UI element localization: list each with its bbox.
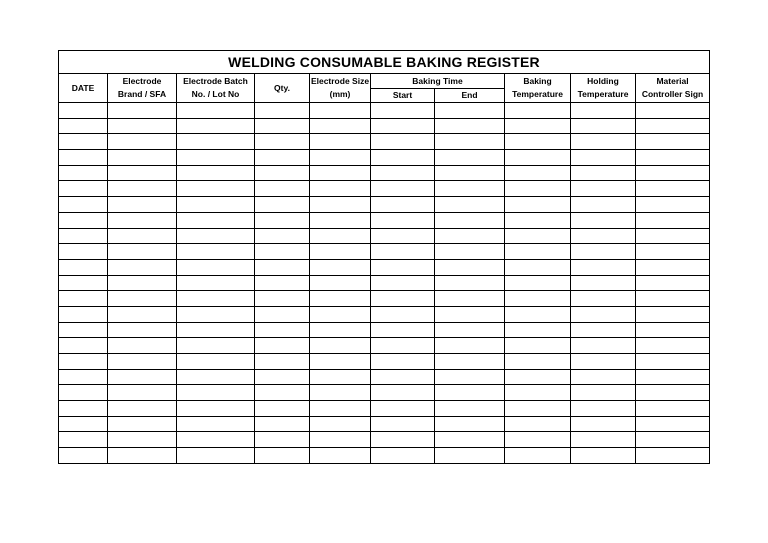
table-row <box>59 212 710 228</box>
cell-end <box>435 354 505 370</box>
cell-electrode-size <box>310 228 371 244</box>
cell-controller-sign <box>636 291 710 307</box>
cell-holding-temperature <box>571 338 636 354</box>
cell-end <box>435 306 505 322</box>
cell-date <box>59 338 108 354</box>
cell-electrode-size <box>310 244 371 260</box>
cell-batch-lot <box>177 212 255 228</box>
cell-start <box>371 165 435 181</box>
cell-holding-temperature <box>571 134 636 150</box>
cell-date <box>59 385 108 401</box>
table-row <box>59 291 710 307</box>
cell-controller-sign <box>636 275 710 291</box>
cell-date <box>59 103 108 119</box>
cell-baking-temperature <box>505 181 571 197</box>
cell-batch-lot <box>177 103 255 119</box>
cell-date <box>59 275 108 291</box>
table-row <box>59 354 710 370</box>
header-material-controller-sign <box>636 74 710 103</box>
cell-qty <box>255 275 310 291</box>
cell-electrode-size <box>310 369 371 385</box>
cell-batch-lot <box>177 369 255 385</box>
cell-electrode-size <box>310 416 371 432</box>
cell-electrode-brand <box>108 228 177 244</box>
cell-controller-sign <box>636 322 710 338</box>
cell-qty <box>255 244 310 260</box>
cell-holding-temperature <box>571 228 636 244</box>
cell-qty <box>255 228 310 244</box>
cell-holding-temperature <box>571 150 636 166</box>
cell-holding-temperature <box>571 322 636 338</box>
cell-qty <box>255 338 310 354</box>
cell-date <box>59 291 108 307</box>
cell-date <box>59 165 108 181</box>
cell-date <box>59 259 108 275</box>
cell-electrode-size <box>310 401 371 417</box>
table-row <box>59 150 710 166</box>
cell-controller-sign <box>636 354 710 370</box>
cell-controller-sign <box>636 385 710 401</box>
cell-date <box>59 369 108 385</box>
cell-date <box>59 197 108 213</box>
table-row <box>59 275 710 291</box>
cell-holding-temperature <box>571 118 636 134</box>
cell-batch-lot <box>177 228 255 244</box>
cell-end <box>435 118 505 134</box>
cell-baking-temperature <box>505 134 571 150</box>
cell-electrode-brand <box>108 181 177 197</box>
cell-holding-temperature <box>571 432 636 448</box>
table-row <box>59 228 710 244</box>
cell-holding-temperature <box>571 416 636 432</box>
header-size-line1: Electrode Size <box>310 76 370 86</box>
cell-qty <box>255 181 310 197</box>
cell-controller-sign <box>636 432 710 448</box>
cell-controller-sign <box>636 212 710 228</box>
table-row <box>59 118 710 134</box>
header-electrode-brand <box>108 74 177 103</box>
cell-baking-temperature <box>505 385 571 401</box>
cell-electrode-size <box>310 448 371 464</box>
cell-batch-lot <box>177 432 255 448</box>
table-row <box>59 103 710 119</box>
cell-holding-temperature <box>571 369 636 385</box>
header-baking-time: Baking Time <box>371 74 505 89</box>
cell-electrode-brand <box>108 306 177 322</box>
cell-start <box>371 416 435 432</box>
cell-baking-temperature <box>505 432 571 448</box>
header-controller-line1: Material <box>656 76 689 86</box>
cell-controller-sign <box>636 369 710 385</box>
cell-electrode-size <box>310 165 371 181</box>
cell-end <box>435 150 505 166</box>
cell-qty <box>255 416 310 432</box>
cell-start <box>371 369 435 385</box>
cell-baking-temperature <box>505 322 571 338</box>
cell-date <box>59 416 108 432</box>
cell-start <box>371 181 435 197</box>
cell-baking-temperature <box>505 165 571 181</box>
cell-baking-temperature <box>505 401 571 417</box>
cell-batch-lot <box>177 354 255 370</box>
cell-end <box>435 385 505 401</box>
cell-electrode-size <box>310 354 371 370</box>
table-row <box>59 385 710 401</box>
cell-holding-temperature <box>571 401 636 417</box>
cell-start <box>371 432 435 448</box>
cell-date <box>59 150 108 166</box>
cell-electrode-brand <box>108 150 177 166</box>
cell-batch-lot <box>177 338 255 354</box>
cell-electrode-brand <box>108 212 177 228</box>
cell-controller-sign <box>636 401 710 417</box>
cell-end <box>435 103 505 119</box>
cell-controller-sign <box>636 416 710 432</box>
cell-start <box>371 354 435 370</box>
cell-end <box>435 416 505 432</box>
header-baking-temp-line1: Baking <box>523 76 552 86</box>
cell-holding-temperature <box>571 181 636 197</box>
cell-qty <box>255 212 310 228</box>
cell-holding-temperature <box>571 354 636 370</box>
cell-controller-sign <box>636 118 710 134</box>
cell-electrode-brand <box>108 118 177 134</box>
cell-date <box>59 118 108 134</box>
header-electrode-size <box>310 74 371 103</box>
cell-electrode-brand <box>108 385 177 401</box>
cell-start <box>371 338 435 354</box>
cell-start <box>371 448 435 464</box>
cell-qty <box>255 432 310 448</box>
cell-end <box>435 322 505 338</box>
cell-batch-lot <box>177 134 255 150</box>
cell-electrode-brand <box>108 416 177 432</box>
cell-electrode-size <box>310 150 371 166</box>
cell-electrode-size <box>310 385 371 401</box>
cell-baking-temperature <box>505 416 571 432</box>
cell-baking-temperature <box>505 369 571 385</box>
cell-holding-temperature <box>571 291 636 307</box>
cell-baking-temperature <box>505 291 571 307</box>
cell-electrode-size <box>310 103 371 119</box>
cell-holding-temperature <box>571 385 636 401</box>
table-row <box>59 369 710 385</box>
cell-holding-temperature <box>571 275 636 291</box>
cell-electrode-size <box>310 338 371 354</box>
table-row <box>59 259 710 275</box>
cell-end <box>435 448 505 464</box>
cell-start <box>371 118 435 134</box>
cell-batch-lot <box>177 448 255 464</box>
cell-batch-lot <box>177 259 255 275</box>
cell-batch-lot <box>177 291 255 307</box>
cell-qty <box>255 401 310 417</box>
header-start: Start <box>371 89 435 103</box>
cell-qty <box>255 118 310 134</box>
cell-date <box>59 401 108 417</box>
cell-end <box>435 244 505 260</box>
cell-holding-temperature <box>571 259 636 275</box>
cell-start <box>371 306 435 322</box>
cell-date <box>59 228 108 244</box>
header-date: DATE <box>59 74 108 103</box>
header-baking-temperature <box>505 74 571 103</box>
cell-electrode-brand <box>108 401 177 417</box>
cell-electrode-brand <box>108 338 177 354</box>
table-row <box>59 401 710 417</box>
header-end: End <box>435 89 505 103</box>
table-row <box>59 181 710 197</box>
cell-holding-temperature <box>571 103 636 119</box>
cell-baking-temperature <box>505 259 571 275</box>
cell-electrode-size <box>310 134 371 150</box>
cell-baking-temperature <box>505 244 571 260</box>
cell-batch-lot <box>177 244 255 260</box>
cell-end <box>435 228 505 244</box>
header-holding-temp-line2: Temperature <box>577 89 629 99</box>
table-row <box>59 134 710 150</box>
table-row <box>59 165 710 181</box>
cell-electrode-brand <box>108 197 177 213</box>
cell-date <box>59 134 108 150</box>
cell-date <box>59 181 108 197</box>
cell-electrode-brand <box>108 103 177 119</box>
cell-qty <box>255 354 310 370</box>
header-holding-temperature <box>571 74 636 103</box>
cell-qty <box>255 322 310 338</box>
cell-electrode-brand <box>108 259 177 275</box>
cell-start <box>371 259 435 275</box>
cell-end <box>435 134 505 150</box>
table-row <box>59 432 710 448</box>
cell-batch-lot <box>177 118 255 134</box>
cell-date <box>59 448 108 464</box>
cell-start <box>371 401 435 417</box>
cell-holding-temperature <box>571 306 636 322</box>
cell-baking-temperature <box>505 275 571 291</box>
header-electrode-brand-line2: Brand / SFA <box>117 89 167 99</box>
cell-qty <box>255 385 310 401</box>
cell-controller-sign <box>636 306 710 322</box>
cell-holding-temperature <box>571 244 636 260</box>
cell-electrode-size <box>310 322 371 338</box>
cell-batch-lot <box>177 401 255 417</box>
cell-controller-sign <box>636 103 710 119</box>
header-holding-temp-line1: Holding <box>587 76 619 86</box>
cell-electrode-brand <box>108 134 177 150</box>
cell-qty <box>255 306 310 322</box>
table-row <box>59 197 710 213</box>
cell-qty <box>255 165 310 181</box>
cell-date <box>59 244 108 260</box>
register-title: WELDING CONSUMABLE BAKING REGISTER <box>59 51 710 74</box>
cell-end <box>435 338 505 354</box>
cell-electrode-size <box>310 275 371 291</box>
cell-batch-lot <box>177 322 255 338</box>
table-row <box>59 448 710 464</box>
cell-end <box>435 181 505 197</box>
cell-start <box>371 291 435 307</box>
cell-electrode-size <box>310 432 371 448</box>
cell-batch-lot <box>177 275 255 291</box>
cell-electrode-size <box>310 197 371 213</box>
cell-batch-lot <box>177 150 255 166</box>
cell-electrode-brand <box>108 244 177 260</box>
cell-baking-temperature <box>505 448 571 464</box>
cell-qty <box>255 259 310 275</box>
table-row <box>59 338 710 354</box>
cell-electrode-size <box>310 181 371 197</box>
cell-electrode-brand <box>108 291 177 307</box>
cell-baking-temperature <box>505 228 571 244</box>
cell-baking-temperature <box>505 338 571 354</box>
cell-electrode-brand <box>108 354 177 370</box>
cell-controller-sign <box>636 150 710 166</box>
cell-batch-lot <box>177 385 255 401</box>
cell-controller-sign <box>636 181 710 197</box>
cell-baking-temperature <box>505 354 571 370</box>
cell-date <box>59 432 108 448</box>
cell-qty <box>255 291 310 307</box>
cell-controller-sign <box>636 134 710 150</box>
cell-electrode-brand <box>108 322 177 338</box>
cell-qty <box>255 103 310 119</box>
table-row <box>59 322 710 338</box>
cell-end <box>435 291 505 307</box>
cell-end <box>435 165 505 181</box>
header-size-line2: (mm) <box>329 89 351 99</box>
cell-batch-lot <box>177 181 255 197</box>
cell-end <box>435 401 505 417</box>
cell-electrode-size <box>310 118 371 134</box>
cell-end <box>435 197 505 213</box>
table-row <box>59 416 710 432</box>
cell-holding-temperature <box>571 212 636 228</box>
cell-controller-sign <box>636 259 710 275</box>
cell-start <box>371 385 435 401</box>
cell-qty <box>255 448 310 464</box>
header-controller-line2: Controller Sign <box>641 89 704 99</box>
cell-qty <box>255 150 310 166</box>
cell-controller-sign <box>636 244 710 260</box>
cell-batch-lot <box>177 306 255 322</box>
cell-start <box>371 134 435 150</box>
cell-baking-temperature <box>505 197 571 213</box>
header-qty: Qty. <box>255 74 310 103</box>
cell-date <box>59 306 108 322</box>
cell-holding-temperature <box>571 197 636 213</box>
cell-baking-temperature <box>505 212 571 228</box>
header-electrode-brand-line1: Electrode <box>122 76 162 86</box>
cell-baking-temperature <box>505 150 571 166</box>
cell-start <box>371 212 435 228</box>
cell-batch-lot <box>177 197 255 213</box>
table-row <box>59 244 710 260</box>
cell-electrode-brand <box>108 448 177 464</box>
cell-controller-sign <box>636 197 710 213</box>
header-batch-line2: No. / Lot No <box>191 89 240 99</box>
cell-end <box>435 369 505 385</box>
cell-baking-temperature <box>505 306 571 322</box>
cell-holding-temperature <box>571 448 636 464</box>
cell-electrode-size <box>310 306 371 322</box>
cell-qty <box>255 197 310 213</box>
cell-start <box>371 228 435 244</box>
baking-register-table <box>58 50 710 464</box>
cell-controller-sign <box>636 338 710 354</box>
cell-start <box>371 103 435 119</box>
cell-start <box>371 150 435 166</box>
cell-start <box>371 275 435 291</box>
cell-end <box>435 275 505 291</box>
table-row <box>59 306 710 322</box>
cell-electrode-brand <box>108 165 177 181</box>
cell-controller-sign <box>636 165 710 181</box>
cell-electrode-brand <box>108 369 177 385</box>
cell-date <box>59 212 108 228</box>
cell-date <box>59 322 108 338</box>
cell-electrode-size <box>310 259 371 275</box>
cell-start <box>371 197 435 213</box>
cell-baking-temperature <box>505 118 571 134</box>
cell-electrode-size <box>310 291 371 307</box>
cell-end <box>435 212 505 228</box>
cell-electrode-size <box>310 212 371 228</box>
cell-date <box>59 354 108 370</box>
header-batch-lot <box>177 74 255 103</box>
cell-qty <box>255 369 310 385</box>
cell-start <box>371 244 435 260</box>
cell-controller-sign <box>636 448 710 464</box>
cell-batch-lot <box>177 416 255 432</box>
cell-batch-lot <box>177 165 255 181</box>
cell-end <box>435 259 505 275</box>
cell-qty <box>255 134 310 150</box>
cell-electrode-brand <box>108 432 177 448</box>
cell-holding-temperature <box>571 165 636 181</box>
cell-start <box>371 322 435 338</box>
cell-end <box>435 432 505 448</box>
header-baking-temp-line2: Temperature <box>512 89 563 99</box>
cell-baking-temperature <box>505 103 571 119</box>
cell-controller-sign <box>636 228 710 244</box>
cell-electrode-brand <box>108 275 177 291</box>
header-batch-line1: Electrode Batch <box>183 76 248 86</box>
